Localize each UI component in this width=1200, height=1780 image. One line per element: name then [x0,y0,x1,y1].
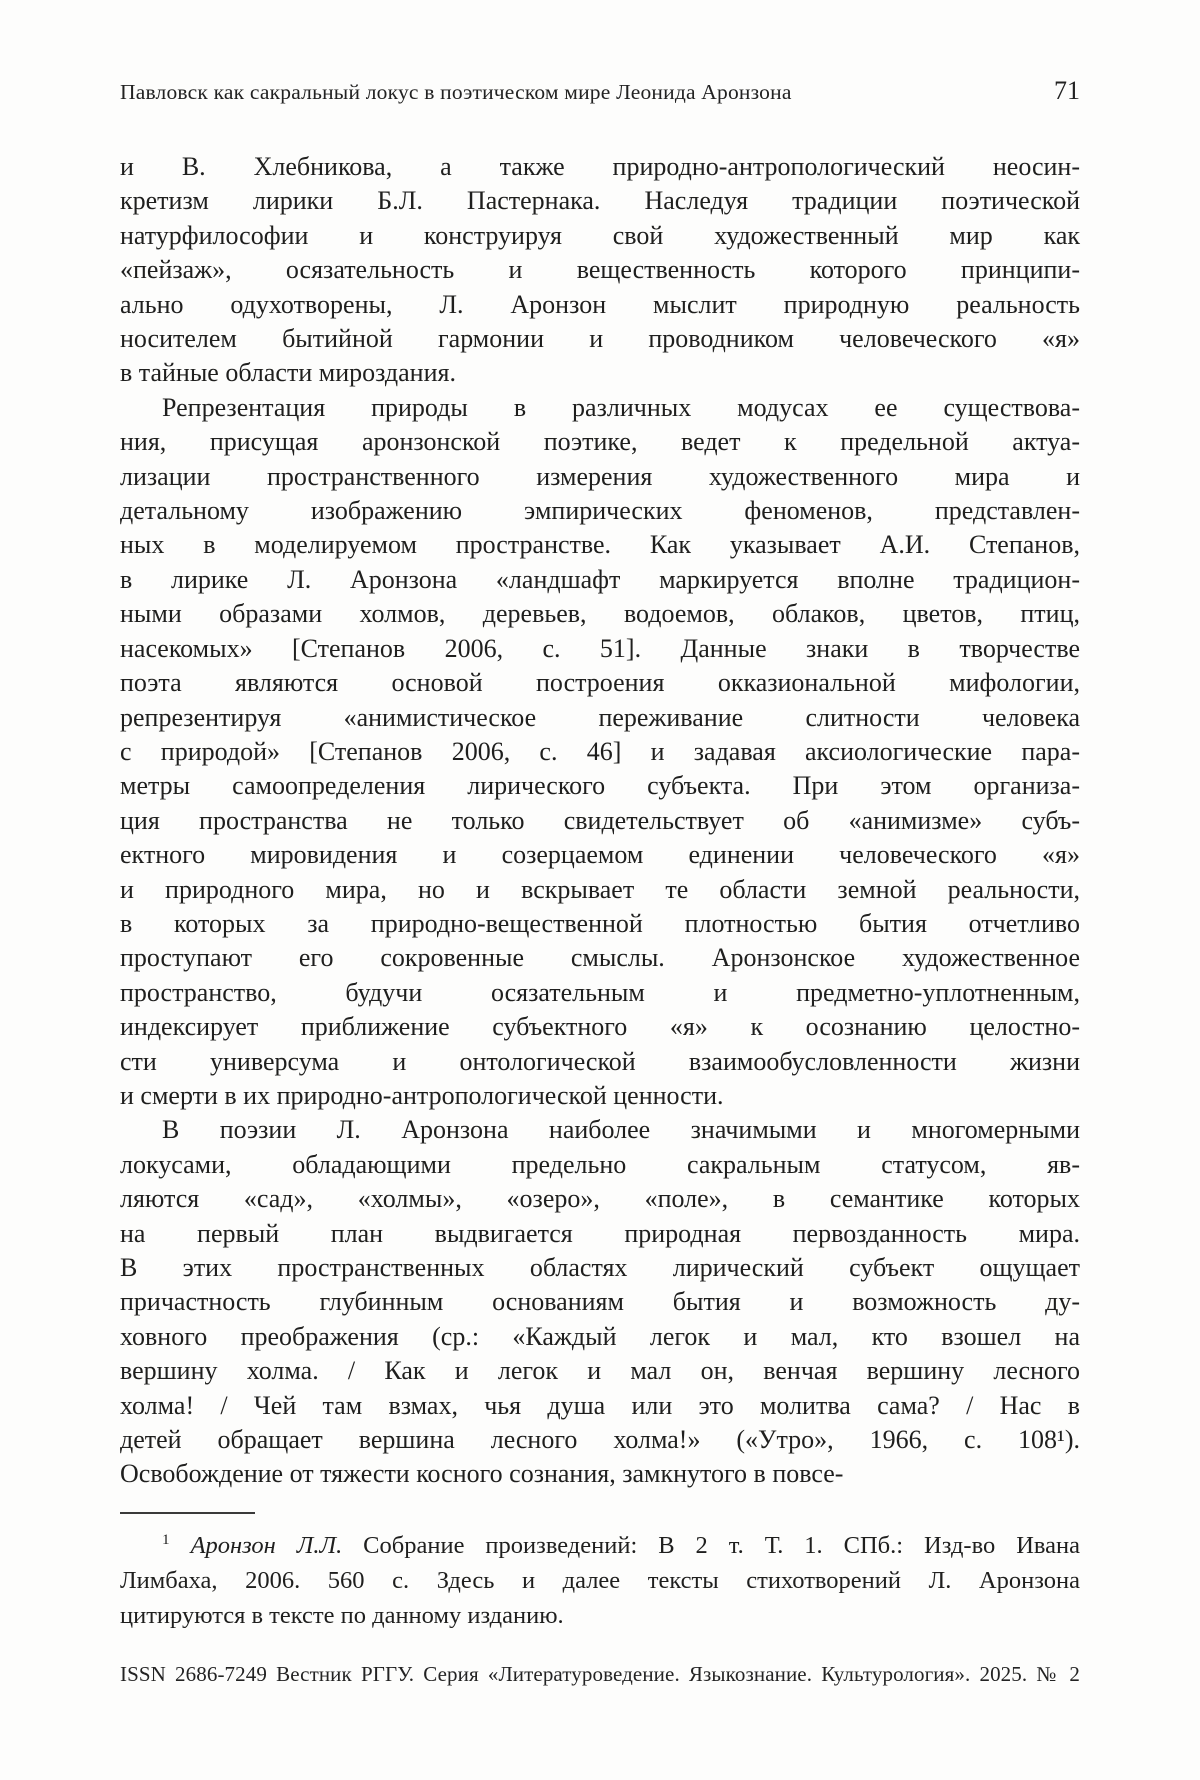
text-line: проступают его сокровенные смыслы. Аронзонское художественное [120,943,1080,973]
text-line: лизации пространственного измерения художественного мира и [120,461,1080,491]
text-line: причастность глубинным основаниям бытия и возможность ду- [120,1287,1080,1317]
text-line: локусами, обладающими предельно сакральным статусом, яв- [120,1149,1080,1179]
text-line: и смерти в их природно-антропологической ценности. [120,1080,724,1110]
text-line: индексирует приближение субъектного «я» к осознанию целостно- [120,1012,1080,1042]
paragraph [120,150,1080,391]
text-line: детальному изображению эмпирических феноменов, представлен- [120,496,1080,526]
text-line: кретизм лирики Б.Л. Пастернака. Наследуя традиции поэтической [120,186,1080,216]
footnote-line: Лимбаха, 2006. 560 с. Здесь и далее тексты стихотворений Л. Аронзона [120,1567,1080,1594]
footnote-marker: 1 [162,1530,170,1548]
footer-journal-title: Вестник РГГУ. Серия «Литературоведение. Языкознание. Культурология». 2025. № 2 [276,1662,1080,1686]
text-line: Освобождение от тяжести косного сознания, замкнутого в повсе- [120,1459,844,1489]
article-body [120,150,1080,1492]
text-line: с природой» [Степанов 2006, с. 46] и задавая аксиологические пара- [120,736,1080,766]
footer-issn: ISSN 2686-7249 [120,1662,267,1686]
page-footer [120,1662,1080,1687]
text-line: и природного мира, но и вскрывает те области земной реальности, [120,874,1080,904]
text-line: ховного преображения (ср.: «Каждый легок и мал, кто взошел на [120,1321,1080,1351]
text-line: сти универсума и онтологической взаимообусловленности жизни [120,1046,1080,1076]
text-line: на первый план выдвигается природная первозданность мира. [120,1218,1080,1248]
text-line: ными образами холмов, деревьев, водоемов, облаков, цветов, птиц, [120,599,1080,629]
page-header [120,76,1080,106]
text-line: насекомых» [Степанов 2006, с. 51]. Данные знаки в творчестве [120,633,1080,663]
text-line: натурфилософии и конструируя свой художественный мир как [120,220,1080,250]
text-line: холма! / Чей там взмах, чья душа или это молитва сама? / Нас в [120,1390,1080,1420]
footnote [120,1528,1080,1633]
text-line: метры самоопределения лирического субъекта. При этом организа- [120,771,1080,801]
text-line: носителем бытийной гармонии и проводником человеческого «я» [120,324,1080,354]
text-line: В этих пространственных областях лирический субъект ощущает [120,1253,1080,1282]
footnote-line: $^1$ Аронзон Л.Л. Собрание произведений: В 2 т. Т. 1. СПб.: Изд-во Ивана [162,1530,1080,1559]
paragraph [120,1113,1080,1491]
text-line: в которых за природно-вещественной плотностью бытия отчетливо [120,908,1080,938]
page-number: 71 [1054,76,1080,105]
text-line: ных в моделируемом пространстве. Как указывает А.И. Степанов, [120,530,1080,560]
text-line: В поэзии Л. Аронзона наиболее значимыми и многомерными [162,1115,1080,1145]
running-title: Павловск как сакральный локус в поэтическом мире Леонида Аронзона [120,80,792,104]
text-line: репрезентируя «анимистическое переживание слитности человека [120,702,1080,732]
text-line: в лирике Л. Аронзона «ландшафт маркируется вполне традицион- [120,564,1080,594]
text-line: ектного мировидения и созерцаемом единении человеческого «я» [120,840,1080,870]
paragraph [120,391,1080,1114]
footnote-separator [120,1512,255,1514]
footnote-line: цитируются в тексте по данному изданию. [120,1602,564,1629]
text-line: ния, присущая аронзонской поэтике, ведет к предельной актуа- [120,427,1080,457]
text-line: в тайные области мироздания. [120,358,456,388]
text-line: ально одухотворены, Л. Аронзон мыслит природную реальность [120,289,1080,319]
text-line: и В. Хлебникова, а также природно-антропологический неосин- [120,152,1080,181]
text-line: пространство, будучи осязательным и предметно-уплотненным, [120,977,1080,1007]
text-line: ляются «сад», «холмы», «озеро», «поле», в семантике которых [120,1184,1080,1214]
text-line: детей обращает вершина лесного холма!» («Утро», 1966, с. 108¹). [120,1425,1080,1455]
text-line: вершину холма. / Как и легок и мал он, венчая вершину лесного [120,1356,1080,1386]
text-line: ция пространства не только свидетельствует об «анимизме» субъ- [120,805,1080,835]
text-line: Репрезентация природы в различных модусах ее существова- [162,392,1080,422]
text-line: «пейзаж», осязательность и вещественность которого принципи- [120,255,1080,285]
text-line: поэта являются основой построения окказиональной мифологии, [120,668,1080,698]
